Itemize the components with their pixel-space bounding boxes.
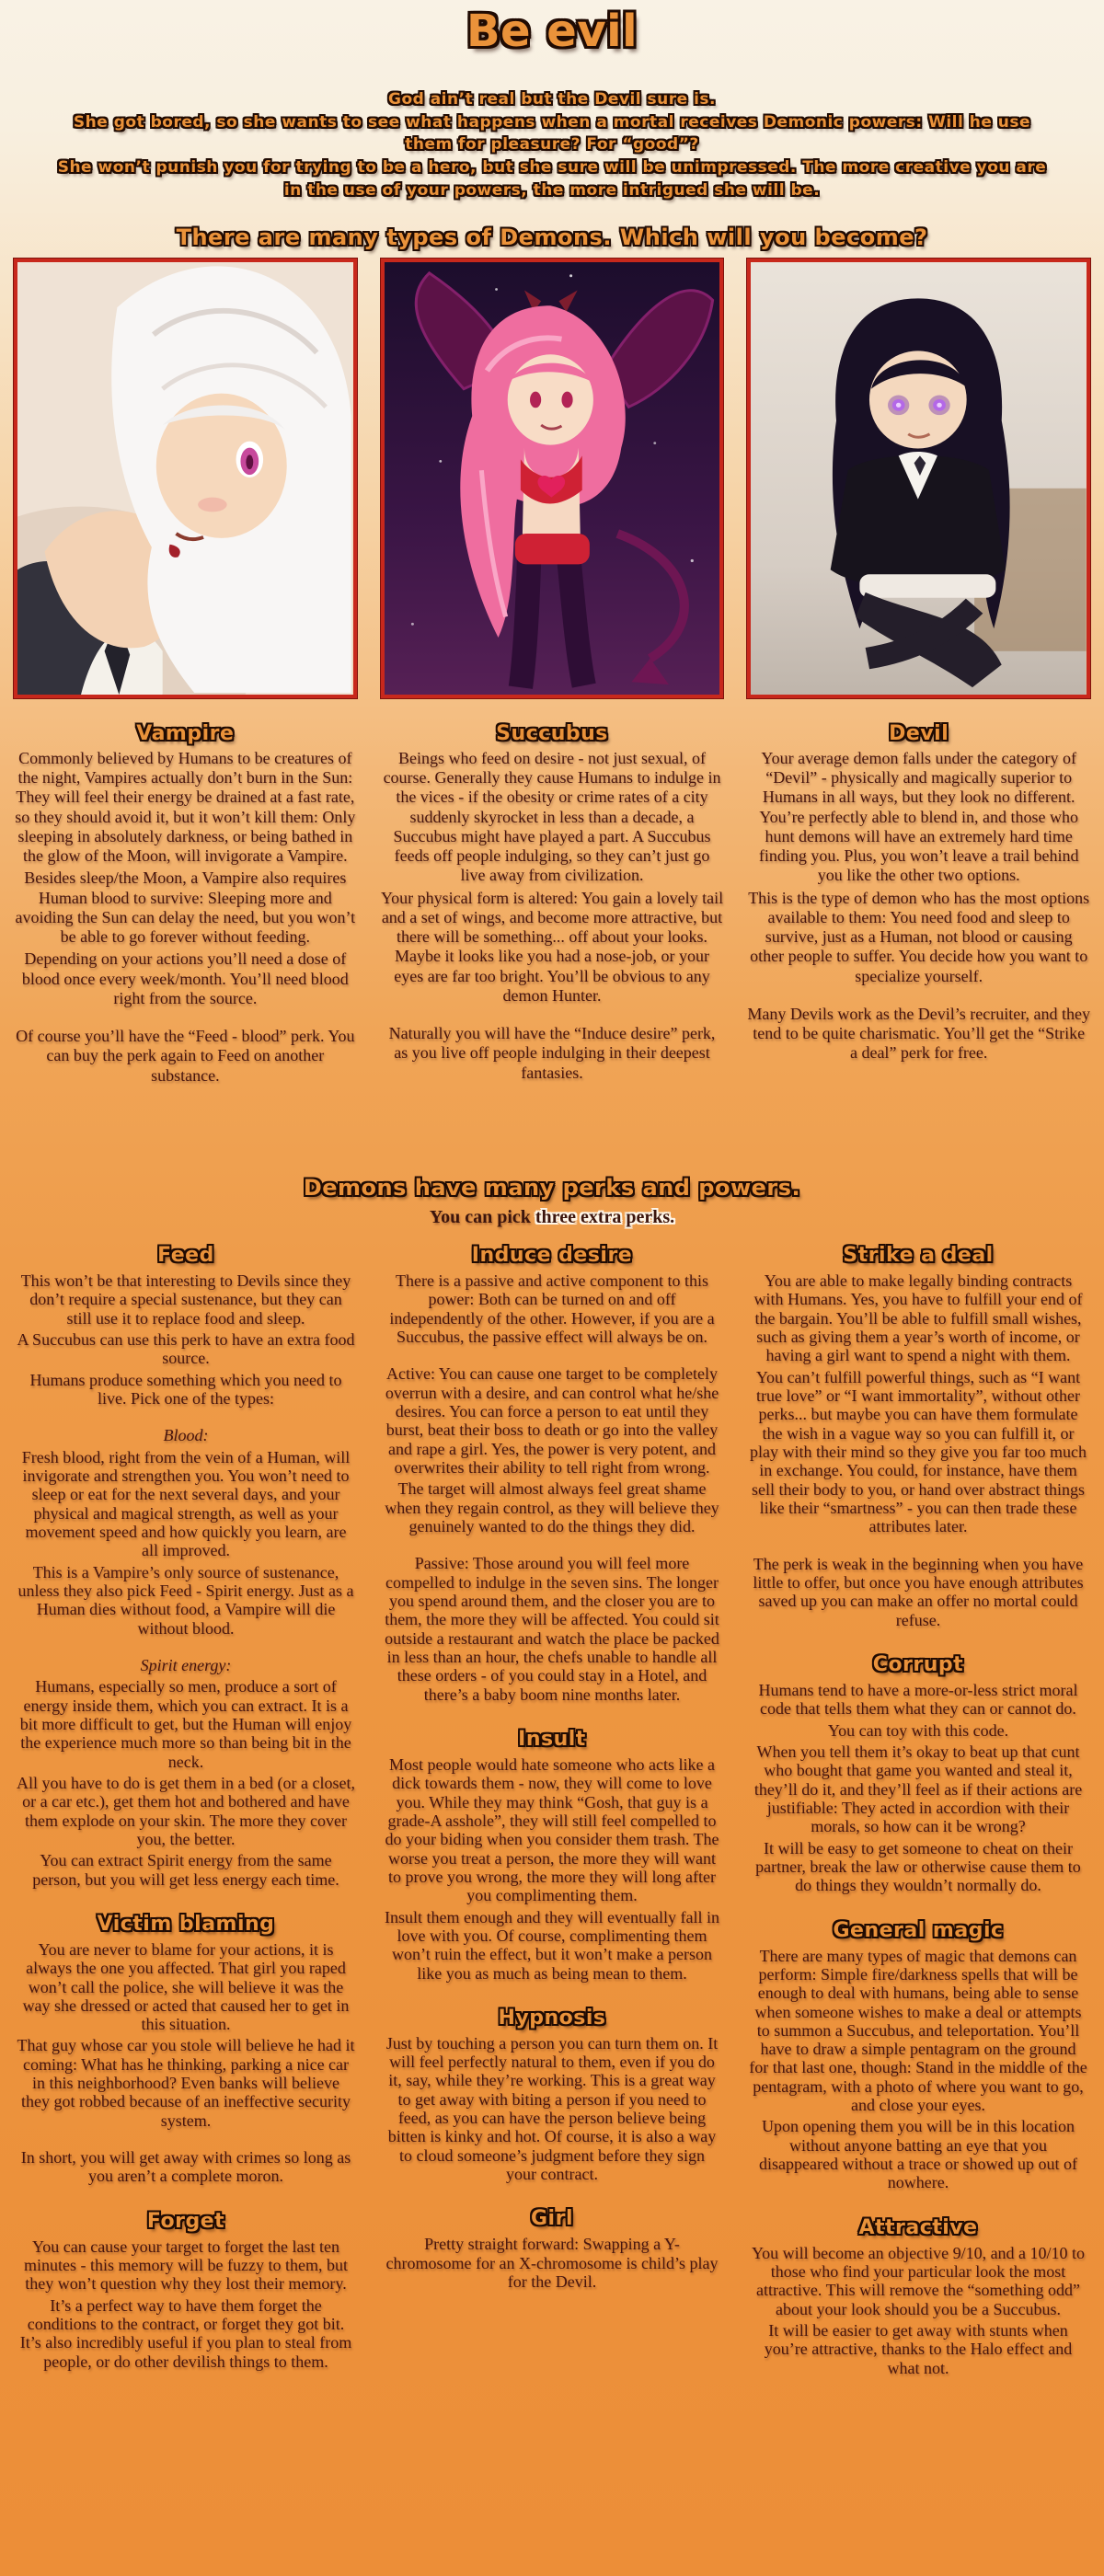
paragraph: Naturally you will have the “Induce desire” perk, as you live off people indulging in their deepest fantasies. [388,1024,716,1082]
paragraph: Humans tend to have a more-or-less strict moral code that tells them what they can or cannot do. [758,1680,1078,1719]
paragraph: A Succubus can use this perk to have an extra food source. [17,1329,355,1368]
perk-section-feed [17,1244,355,1889]
demon-title: Succubus [496,722,608,745]
paragraph: Your physical form is altered: You gain a lovely tail and a set of wings, and become more attractive, but there will be something... off about your looks. Maybe it looks like you had a nose-job, or your eyes are far too bright. You’ll be obvious to any demon Hunter. [380,888,724,1005]
paragraph: Spirit energy: [140,1655,232,1674]
types-heading: There are many types of Demons. Which will you become? [176,224,928,250]
paragraph: This is the type of demon who has the most options available to them: You need food and sleep to survive, just as a Human, not blood or causing other people to suffer. You decide how you want to specialize yourself. [748,888,1090,985]
perk-section-strike-a-deal [749,1244,1087,1629]
perks-subtitle-plain: You can pick [429,1207,535,1227]
perk-title: Victim blaming [97,1912,275,1936]
paragraph: You can cause your target to forget the last ten minutes - this memory will be fuzzy to them, but they won’t question why they lost their memory. [24,2237,348,2294]
paragraph: Of course you’ll have the “Feed - blood” perk. You can buy the perk again to Feed on another substance. [16,1027,355,1085]
perk-title: Girl [531,2207,573,2231]
demon-col-succubus [381,722,724,1088]
intro-line: She won’t punish you for trying to be a hero, but she sure will be unimpressed. The more creative you are in the use of your powers, the more intrigued she will be. [57,157,1047,200]
intro-line: She got bored, so she wants to see what happens when a mortal receives Demonic powers: Will he use them for pleasure? For “good”? [73,112,1031,155]
paragraph: Humans, especially so men, produce a sort of energy inside them, which you can extract. It is a bit more difficult to get, but the Human will enjoy the experience much more so than being bit in the neck. [19,1677,352,1771]
paragraph: Passive: Those around you will feel more compelled to indulge in the seven sins. The longer you spend around them, and the closer you are to them, the more they will be affected. You could sit outside a restaurant and watch the place be packed in less than an hour, the chefs unable to handle all these orders - of you could stay in a Hotel, and there’s a baby boom nine months later. [385,1554,719,1704]
perk-section-induce-desire [383,1244,721,1704]
succubus-illustration [385,262,720,695]
demon-images-row [0,259,1104,698]
demon-description [747,749,1090,1064]
paragraph: Beings who feed on desire - not just sexual, of course. Generally they cause Humans to indulge in the vices - if the obesity or crime rates of a city suddenly skyrocket in less than a decade, a Succubus might have played a part. A Succubus feeds off people indulging, so they can’t just go live away from civilization. [383,749,721,885]
perk-title: Induce desire [471,1244,633,1267]
paragraph: Besides sleep/the Moon, a Vampire also requires Human blood to survive: Sleeping more and avoiding the Sun can delay the need, but you won’t be able to go forever without feeding. [15,868,356,947]
perk-body [749,2244,1087,2377]
intro-line: God ain’t real but the Devil sure is. [387,90,716,109]
paragraph: When you tell them it’s okay to beat up that cunt who bought that game you wanted and steal it, they’ll do it, and they’ll feel as if their actions are justifiable: They acted in accordion with their morals, so how can it be wrong? [753,1742,1083,1836]
vampire-image [14,259,357,698]
paragraph: This is a Vampire’s only source of sustenance, unless they also pick Feed - Spirit energy. Just as a Human dies without food, a Vampire will die without blood. [17,1562,354,1638]
perk-title: Feed [157,1244,214,1267]
perk-body [17,1940,355,2186]
paragraph: Blood: [163,1426,209,1445]
paragraph: Commonly believed by Humans to be creatures of the night, Vampires actually don’t burn in the Sun: They will feel their energy be drained at a fast rate, so they should avoid it, but it won’t kill them: Only sleeping in absolutely darkness, or being bathed in the glow of the Moon, will invigorate a Vampire. [15,749,356,866]
paragraph: Active: You can cause one target to be completely overrun with a desire, and can control what he/she desires. You can force a person to eat until they burst, beat their boss to death or go into the valley and rape a girl. Yes, the power is very potent, and overwrites their ability to tell right from wrong. [385,1364,719,1477]
devil-image [747,259,1090,698]
perks-heading: Demons have many perks and powers. [303,1175,801,1201]
paragraph: You can’t fulfill powerful things, such as “I want true love” or “I want immortality”, without other perks... but maybe you can have them formulate the wish in a vague way so you can fulfill it, or play with their mind so they give you far too much in exchange. You could, for instance, have them sell their body to you, or hand over abstract things like their “smartness” - you can then trade these attributes later. [750,1367,1087,1536]
perk-section-attractive [749,2216,1087,2377]
paragraph: Fresh blood, right from the vein of a Human, will invigorate and strengthen you. You won’t need to sleep or eat for the next several days, and your physical and magical strength, as well as your movement speed and how quickly you learn, are all improved. [21,1447,351,1560]
perk-section-general-magic [749,1919,1087,2192]
perks-grid [0,1244,1104,2401]
paragraph: The perk is weak in the beginning when you have little to offer, but once you have enough attributes saved up you can make an offer no mortal could refuse. [753,1554,1084,1629]
demon-col-vampire [14,722,357,1088]
paragraph: Most people would hate someone who acts like a dick towards them - now, they will come to love you. While they may think “Gosh, that guy is a grade-A asshole”, they will still feel compelled to do your biding when you consider them trash. The worse you treat a person, the more they will want to prove you wrong, the more they will long after you complimenting them. [385,1754,719,1905]
perk-body [749,1681,1087,1895]
paragraph: All you have to do is get them in a bed (or a closet, or a car etc.), get them hot and bothered and have them explode on your skin. The more they cover you, the better. [17,1773,355,1848]
perk-body [383,1755,721,1983]
paragraph: That guy whose car you stole will believe he had it coming: What has he thinking, parking a nice car in this neighborhood? Even banks will believe they got robbed because of an ineffective security system. [17,2036,355,2130]
perk-title: Strike a deal [843,1244,994,1267]
paragraph: Humans produce something which you need to live. Pick one of the types: [29,1370,342,1408]
perk-column-1 [17,1244,355,2401]
paragraph: This won’t be that interesting to Devils since they don’t require a special sustenance, but they can still use it to replace food and sleep. [20,1271,351,1328]
demon-title: Vampire [136,722,235,745]
perk-title: Hypnosis [498,2006,606,2030]
perk-body [749,1271,1087,1629]
paragraph: It will be easy to get someone to cheat on their partner, break the law or otherwise cause them to do things they wouldn’t normally do. [755,1838,1081,1895]
perk-section-forget [17,2210,355,2371]
perk-body [383,2235,721,2291]
perk-body [749,1947,1087,2192]
devil-illustration [751,262,1087,695]
paragraph: Just by touching a person you can turn them on. It will feel perfectly natural to them, even if you do it, say, while they’re working. This is a great way to get away with biting a person if you need to feed, as you can have the person believe being bitten is kinky and hot. Of course, it is also a way to cloud someone’s judgment before they sign your contract. [385,2033,719,2184]
demon-title: Devil [889,722,949,745]
perk-title: Insult [518,1727,586,1751]
perk-title: Corrupt [872,1652,964,1676]
page-title: Be evil [466,6,638,57]
demon-description [381,749,724,1083]
paragraph: Your average demon falls under the category of “Devil” - physically and magically superior to Humans in all ways, but they look no different. You’re perfectly able to blend in, and those who hunt demons will have an extremely hard time finding you. Plus, you won’t leave a trail behind you like the other two options. [758,749,1079,885]
perk-title: Attractive [858,2215,978,2239]
vampire-illustration [17,262,353,695]
paragraph: There are many types of magic that demons can perform: Simple fire/darkness spells that will be enough to deal with humans, being able to sense when someone wishes to make a deal or attempts to summon a Succubus, and teleportation. You’ll have to draw a simple pentagram on the ground for that last one, though: Stand in the middle of the pentagram, with a photo of where you want to go, and close your eyes. [749,1946,1087,2115]
succubus-image [381,259,724,698]
perks-subtitle-highlight: three extra perks. [535,1207,675,1227]
demon-col-devil [747,722,1090,1088]
paragraph: You are able to make legally binding contracts with Humans. Yes, you have to fulfill your end of the bargain. You’ll be able to fulfill small wishes, such as giving them a year’s worth of income, or having a girl want to spend a night with them. [753,1271,1083,1365]
perk-column-3 [749,1244,1087,2401]
paragraph: You can toy with this code. [827,1720,1009,1740]
perk-body [383,1271,721,1704]
perk-section-insult [383,1728,721,1983]
perk-column-2 [383,1244,721,2401]
paragraph: Depending on your actions you’ll need a dose of blood once every week/month. You’ll need blood right from the source. [21,949,349,1007]
paragraph: Insult them enough and they will eventually fall in love with you. Of course, complimenting them won’t ruin the effect, but it won’t make a person like you as much as being mean to them. [385,1907,719,1983]
paragraph: There is a passive and active component to this power: Both can be turned on and off independently of the other. However, if you are a Succubus, the passive effect will always be on. [389,1271,715,1346]
perk-section-girl [383,2207,721,2291]
paragraph: You will become an objective 9/10, and a 10/10 to those who find your particular look the most attractive. This will remove the “something odd” about your look should you be a Succubus. [751,2243,1086,2318]
paragraph: In short, you will get away with crimes so long as you aren’t a complete moron. [20,2148,351,2186]
perks-subtitle [0,1207,1104,1228]
paragraph: It will be easier to get away with stunts when you’re attractive, thanks to the Halo effect and what not. [764,2321,1073,2377]
perk-title: General magic [833,1918,1004,1942]
perk-body [17,2237,355,2371]
paragraph: Pretty straight forward: Swapping a Y-chromosome for an X-chromosome is child’s play for the Devil. [385,2235,719,2292]
perk-section-corrupt [749,1653,1087,1895]
paragraph: It’s a perfect way to have them forget the conditions to the contract, or forget they got bit. It’s also incredibly useful if you plan to steal from people, or do other devilish things to them. [19,2295,352,2371]
perk-section-victim-blaming [17,1913,355,2186]
paragraph: The target will almost always feel great shame when they regain control, as they will believe they genuinely wanted to do the things they did. [385,1479,719,1535]
perk-title: Forget [146,2209,225,2233]
paragraph: You are never to blame for your actions, it is always the one you affected. That girl you raped won’t call the police, she will believe it was the way she dressed or acted that caused her to get in this situation. [22,1939,350,2034]
perk-body [17,1271,355,1889]
perk-section-hypnosis [383,2007,721,2184]
demon-descriptions-row [0,722,1104,1088]
demon-description [14,749,357,1086]
paragraph: Many Devils work as the Devil’s recruiter, and they tend to be quite charismatic. You’ll get the “Strike a deal” perk for free. [747,1004,1091,1063]
paragraph: You can extract Spirit energy from the same person, but you will get less energy each time. [32,1851,339,1889]
intro-block [55,88,1049,201]
paragraph: Upon opening them you will be in this location without anyone batting an eye that you disappeared without a trace or showed up out of nowhere. [759,2117,1077,2192]
perk-body [383,2034,721,2184]
